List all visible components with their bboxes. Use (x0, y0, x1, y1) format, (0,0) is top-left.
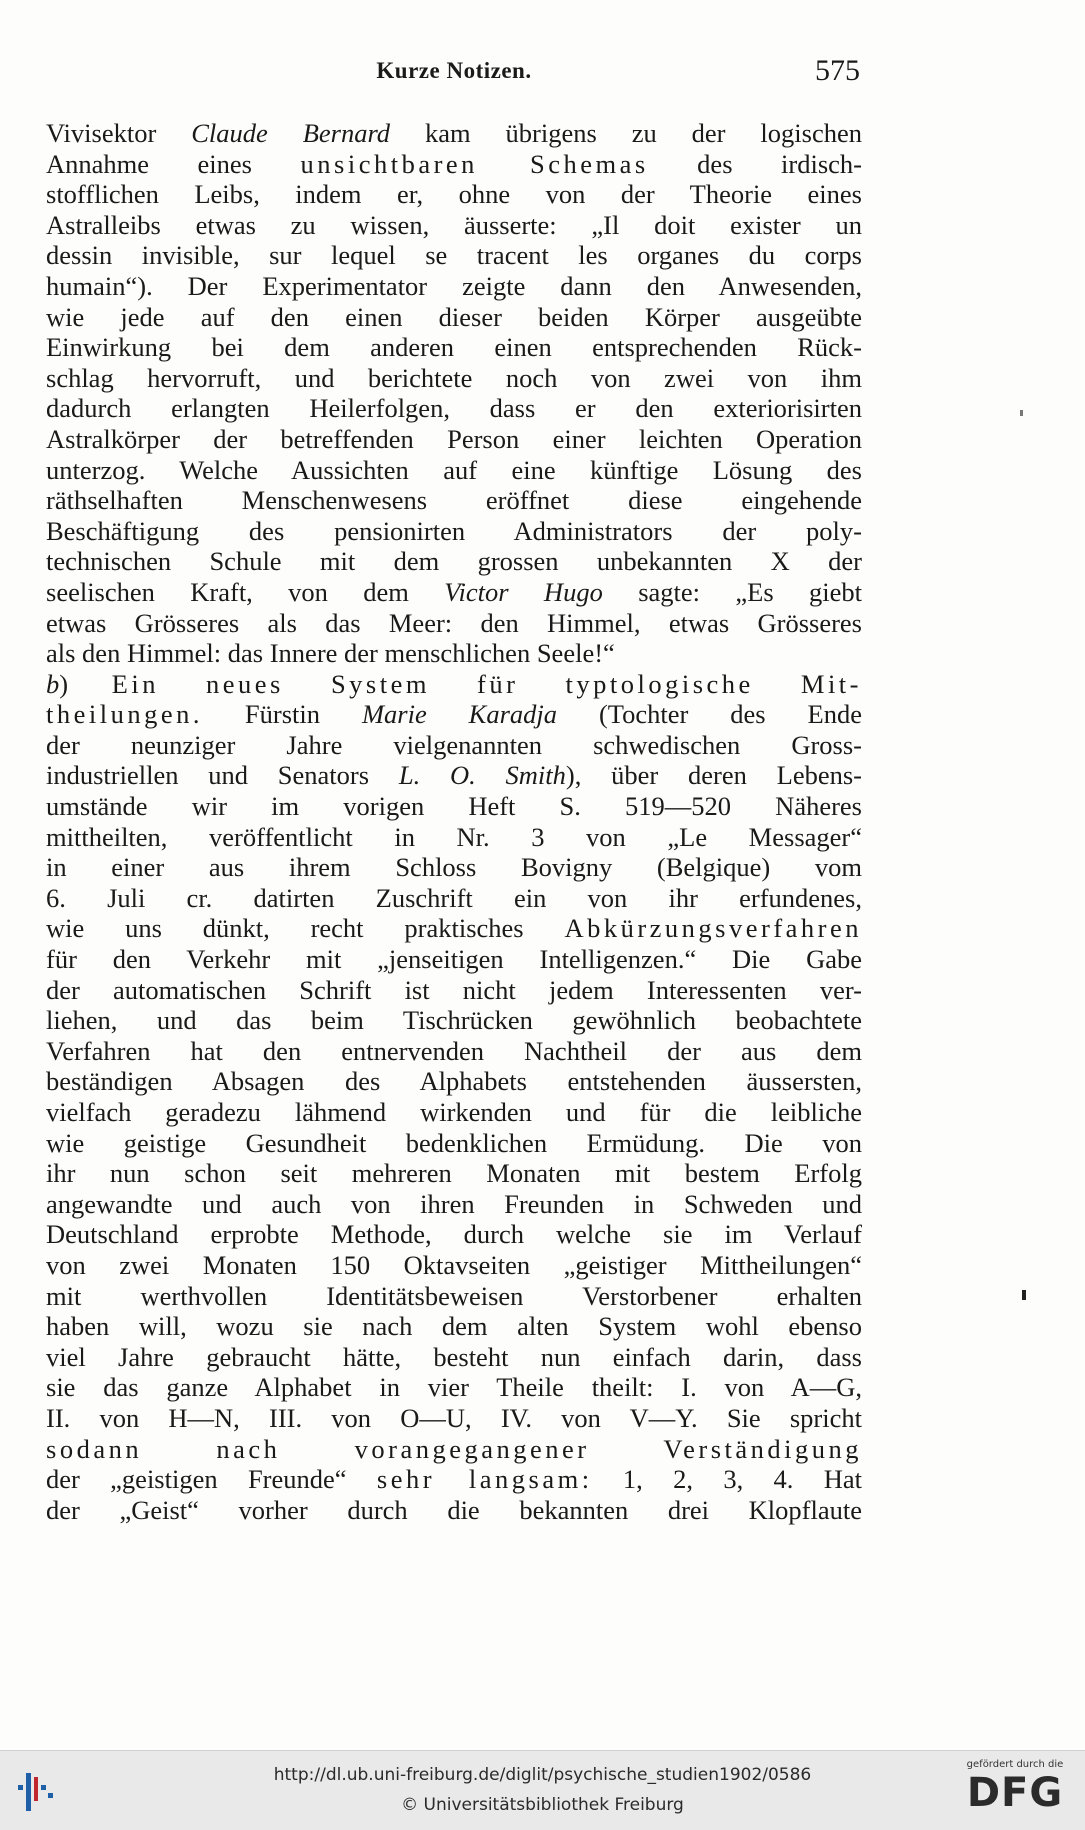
text-run: Annahme eines (46, 148, 301, 179)
text-run: wie uns dünkt, recht praktisches (46, 913, 565, 944)
page-number: 575 (815, 54, 860, 87)
text-run: stofflichen Leibs, indem er, ohne von der Theorie eines (46, 179, 862, 210)
text-line (46, 852, 862, 883)
text-line (46, 760, 862, 791)
text-line (46, 271, 862, 302)
text-line (46, 577, 862, 608)
text-line (46, 240, 862, 271)
text-line (46, 638, 862, 669)
text-line (46, 1434, 862, 1465)
text-line (46, 1281, 862, 1312)
text-line (46, 485, 862, 516)
text-run: vielfach geradezu lähmend wirkenden und für die leibliche (46, 1097, 862, 1127)
page-header (48, 54, 860, 92)
dfg-caption: gefördert durch die (966, 1759, 1064, 1770)
text-line (46, 913, 862, 944)
text-line (46, 1219, 862, 1250)
text-run: beständigen Absagen des Alphabets entstehenden äussersten, (46, 1066, 862, 1097)
spaced-emphasis: Abkürzungsverfahren (564, 913, 862, 944)
text-line (46, 546, 862, 577)
spaced-emphasis: unsichtbaren Schemas (300, 148, 649, 179)
dfg-mark: DFG (966, 1770, 1064, 1816)
text-line (46, 1495, 862, 1526)
text-run: (Tochter des Ende (557, 699, 862, 730)
text-run: für den Verkehr mit „jenseitigen Intelligenzen.“ Die Gabe (46, 944, 862, 975)
text-run: dessin invisible, sur lequel se tracent les organes du corps (46, 240, 862, 271)
text-line (46, 455, 862, 486)
italic-name: Marie Karadja (361, 699, 558, 730)
text-run: der automatischen Schrift ist nicht jedem Interessenten ver- (46, 974, 862, 1005)
spaced-emphasis: Ein neues System für typtologische Mit- (111, 668, 862, 699)
dfg-logo (955, 1759, 1075, 1823)
text-run: kam übrigens zu der logischen (390, 118, 862, 148)
text-line (46, 1189, 862, 1220)
italic-name: Victor Hugo (444, 576, 603, 607)
text-line (46, 944, 862, 975)
running-head: Kurze Notizen. (376, 58, 532, 83)
text-line (46, 730, 862, 761)
text-run: ihr nun schon seit mehreren Monaten mit bestem Erfolg (46, 1158, 862, 1189)
text-line (46, 1066, 862, 1097)
text-line (46, 1158, 862, 1189)
text-run: der neunziger Jahre vielgenannten schwedischen Gross- (46, 729, 862, 760)
text-run: Astralleibs etwas zu wissen, äusserte: „Il doit exister un (46, 209, 862, 240)
text-line (46, 1036, 862, 1067)
text-line (46, 822, 862, 853)
text-line (46, 516, 862, 547)
text-line (46, 1464, 862, 1495)
text-run: mittheilten, veröffentlicht in Nr. 3 von „Le Messager“ (46, 821, 862, 852)
text-run: Vivisektor (46, 118, 192, 148)
text-run: als den Himmel: das Innere der menschlichen Seele!“ (46, 638, 615, 669)
text-run: Verfahren hat den entnervenden Nachtheil der aus dem (46, 1035, 862, 1066)
text-line (46, 699, 862, 730)
text-run: sie das ganze Alphabet in vier Theile theilt: I. von A—G, (46, 1372, 862, 1403)
text-run: Einwirkung bei dem anderen einen entsprechenden Rück- (46, 332, 862, 363)
text-run: unterzog. Welche Aussichten auf eine künftige Lösung des (46, 454, 862, 485)
text-run: II. von H—N, III. von O—U, IV. von V—Y. Sie spricht (46, 1402, 862, 1433)
text-line (46, 118, 862, 149)
text-run: ), über deren Lebens- (565, 760, 862, 791)
text-line (46, 791, 862, 822)
text-run: wie jede auf den einen dieser beiden Körper ausgeübte (46, 301, 862, 332)
text-run: sagte: „Es giebt (602, 576, 862, 607)
text-line (46, 1097, 862, 1128)
text-run: in einer aus ihrem Schloss Bovigny (Belgique) vom (46, 852, 862, 883)
text-run: des irdisch- (648, 148, 862, 179)
text-run: Beschäftigung des pensionirten Administrators der poly- (46, 515, 862, 546)
margin-mark (1020, 410, 1023, 416)
text-line (46, 1005, 862, 1036)
text-line (46, 975, 862, 1006)
text-line (46, 149, 862, 180)
text-run: mit werthvollen Identitätsbeweisen Verstorbener erhalten (46, 1280, 862, 1311)
text-run: der „geistigen Freunde“ (46, 1464, 377, 1495)
text-run: räthselhaften Menschenwesens eröffnet diese eingehende (46, 485, 862, 516)
viewer-footer (0, 1750, 1085, 1830)
text-run: humain“). Der Experimentator zeigte dann den Anwesenden, (46, 270, 862, 301)
text-run: seelischen Kraft, von dem (46, 576, 445, 607)
text-run: Fürstin (203, 699, 362, 730)
document-url[interactable]: http://dl.ub.uni-freiburg.de/diglit/psychische_studien1902/0586 (273, 1765, 812, 1785)
text-run: liehen, und das beim Tischrücken gewöhnlich beobachtete (46, 1005, 862, 1036)
italic-name: b (46, 668, 60, 699)
spaced-emphasis: sehr langsam: (376, 1464, 593, 1495)
text-line (46, 179, 862, 210)
text-line (46, 210, 862, 241)
text-line (46, 424, 862, 455)
text-line (46, 669, 862, 700)
text-run: der „Geist“ vorher durch die bekannten drei Klopflaute (46, 1494, 862, 1525)
text-run: etwas Grösseres als das Meer: den Himmel, etwas Grösseres (46, 607, 862, 638)
text-run: 6. Juli cr. datirten Zuschrift ein von ihr erfundenes, (46, 882, 862, 913)
text-line (46, 1403, 862, 1434)
text-line (46, 332, 862, 363)
text-run: ) (59, 668, 112, 699)
italic-name: L. O. Smith (398, 760, 566, 791)
text-run: haben will, wozu sie nach dem alten System wohl ebenso (46, 1311, 862, 1342)
italic-name: Claude Bernard (191, 118, 391, 148)
text-run: umstände wir im vorigen Heft S. 519—520 Näheres (46, 791, 862, 822)
text-line (46, 883, 862, 914)
text-line (46, 1342, 862, 1373)
text-run: dadurch erlangten Heilerfolgen, dass er den exteriorisirten (46, 393, 862, 424)
text-line (46, 608, 862, 639)
text-run: von zwei Monaten 150 Oktavseiten „geistiger Mittheilungen“ (46, 1249, 862, 1280)
margin-mark (1022, 1290, 1026, 1300)
text-line (46, 1250, 862, 1281)
text-run: schlag hervorruft, und berichtete noch von zwei von ihm (46, 362, 862, 393)
text-run: technischen Schule mit dem grossen unbekannten X der (46, 546, 862, 577)
text-line (46, 1128, 862, 1159)
text-run: Deutschland erprobte Methode, durch welche sie im Verlauf (46, 1219, 862, 1250)
text-line (46, 393, 862, 424)
text-run: 1, 2, 3, 4. Hat (592, 1464, 862, 1495)
text-line (46, 1311, 862, 1342)
text-run: angewandte und auch von ihren Freunden in Schweden und (46, 1188, 862, 1219)
text-line (46, 302, 862, 333)
text-line (46, 1372, 862, 1403)
spaced-emphasis: theilungen. (46, 699, 203, 730)
copyright-notice: © Universitätsbibliothek Freiburg (401, 1795, 684, 1815)
text-run: Astralkörper der betreffenden Person einer leichten Operation (46, 423, 862, 454)
body-text (46, 118, 862, 1525)
text-run: industriellen und Senators (46, 760, 399, 791)
text-run: wie geistige Gesundheit bedenklichen Ermüdung. Die von (46, 1127, 862, 1158)
text-line (46, 363, 862, 394)
text-run: viel Jahre gebraucht hätte, besteht nun einfach darin, dass (46, 1341, 862, 1372)
spaced-emphasis: sodann nach vorangegangener Verständigung (46, 1433, 862, 1464)
